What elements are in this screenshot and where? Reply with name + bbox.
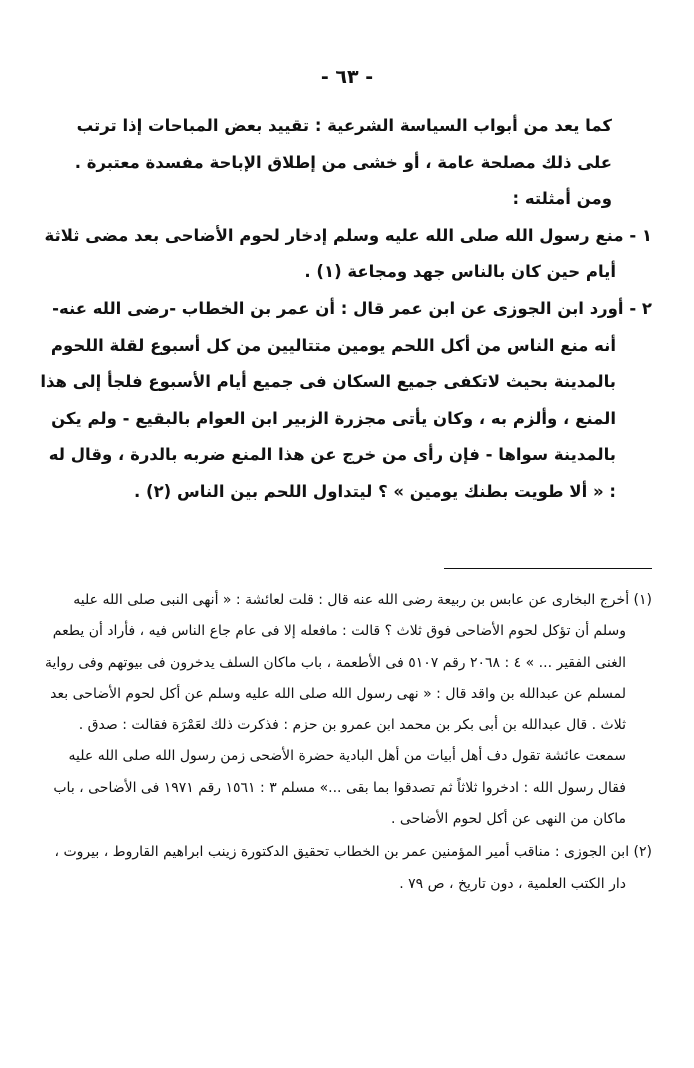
- examples-heading: ومن أمثلته :: [512, 189, 612, 209]
- footnote-1: (١) أخرج البخارى عن عابس بن ربيعة رضى الله عنه قال : قلت لعائشة : « أنهى النبى صلى الله عليه وسلم أن تؤكل لحوم الأضاحى فوق ثلاث ؟ قالت : مافعله إلا فى عام جاع الناس فيه ، فأراد أن يطعم الغنى الفقير ... » ٤ : ٢٠٦٨ رقم ٥١٠٧ فى الأطعمة ، باب ماكان السلف يدخرون فى بيوتهم وفى رواية لمسلم عن عبدالله بن واقد قال : « نهى رسول الله صلى الله عليه وسلم عن أكل لحوم الأضاحى بعد ثلاث . قال عبدالله بن أبى بكر بن محمد ابن عمرو بن حزم : فذكرت ذلك لعَمْرَة فقالت : صدق . سمعت عائشة تقول دف أهل أبيات من أهل البادية حضرة الأضحى زمن رسول الله صلى الله عليه فقال رسول الله : ادخروا ثلاثاً ثم تصدقوا بما بقى ...» مسلم ٣ : ١٥٦١ رقم ١٩٧١ فى الأضاحى ، باب ماكان من النهى عن أكل لحوم الأضاحى .: [44, 592, 652, 828]
- list-item-1: ١ - منع رسول الله صلى الله عليه وسلم إدخار لحوم الأضاحى بعد مضى ثلاثة أيام حين كان بالناس جهد ومجاعة (١) .: [44, 225, 652, 282]
- page-number: - ٦٣ -: [320, 66, 374, 88]
- intro-paragraph: كما يعد من أبواب السياسة الشرعية : تقييد بعض المباحات إذا ترتب على ذلك مصلحة عامة ، أو خشى من إطلاق الإباحة مفسدة معتبرة .: [74, 116, 612, 172]
- main-text: [40, 108, 652, 511]
- footnotes: [40, 585, 652, 900]
- list-item-2: ٢ - أورد ابن الجوزى عن ابن عمر قال : أن عمر بن الخطاب -رضى الله عنه- أنه منع الناس من أكل اللحم يومين متتاليين من كل أسبوع لقلة اللحوم بالمدينة بحيث لاتكفى جميع السكان فى جميع أيام الأسبوع فلجأ إلى هذا المنع ، وألزم به ، وكان يأتى مجزرة الزبير ابن العوام بالبقيع - ولم يكن بالمدينة سواها - فإن رأى من خرج عن هذا المنع ضربه بالدرة ، وقال له : « ألا طويت بطنك يومين » ؟ ليتداول اللحم بين الناس (٢) .: [40, 298, 652, 501]
- footnote-2: (٢) ابن الجوزى : مناقب أمير المؤمنين عمر بن الخطاب تحقيق الدكتورة زينب ابراهيم القاروط ، بيروت ، دار الكتب العلمية ، دون تاريخ ، ص ٧٩ .: [54, 844, 652, 892]
- footnote-divider: [444, 568, 652, 569]
